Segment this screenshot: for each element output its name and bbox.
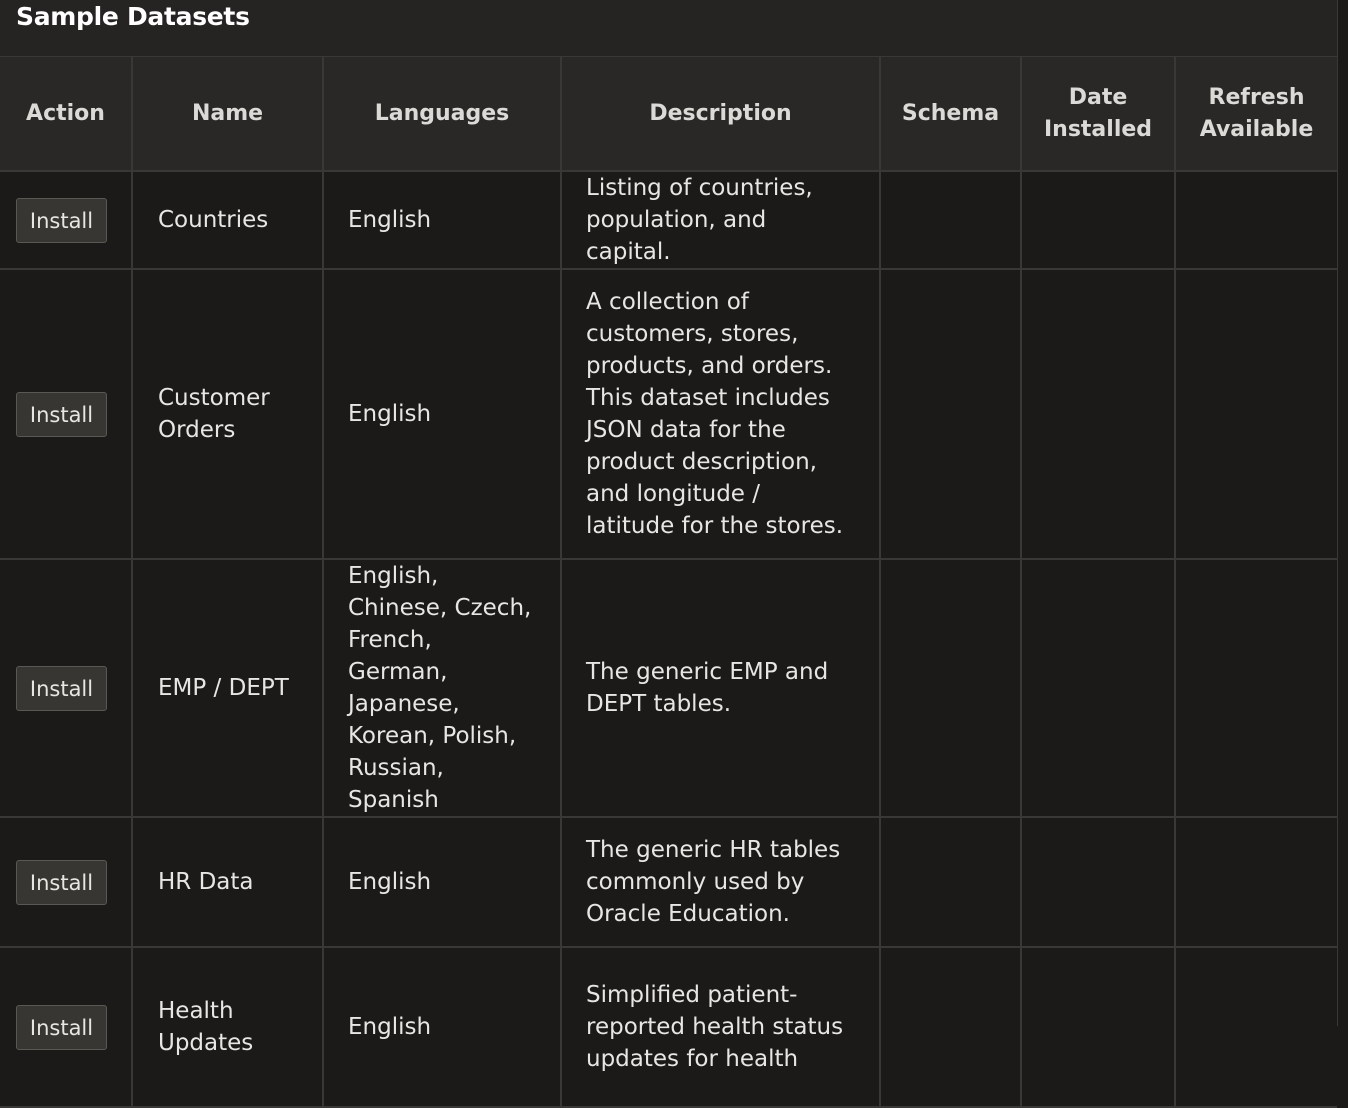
- col-header-label: Languages: [374, 100, 510, 126]
- languages-cell: English: [323, 269, 561, 559]
- date-installed-cell: [1021, 947, 1175, 1107]
- description-cell: Listing of countries, population, and capital.: [561, 171, 880, 269]
- action-cell: [0, 559, 132, 817]
- col-header-languages[interactable]: [323, 57, 561, 171]
- col-header-schema[interactable]: [880, 57, 1021, 171]
- table-row: [0, 171, 1337, 269]
- refresh-available-cell: [1175, 947, 1337, 1107]
- install-button[interactable]: Install: [16, 860, 107, 905]
- date-installed-cell: [1021, 817, 1175, 947]
- col-header-date-installed[interactable]: [1021, 57, 1175, 171]
- action-cell: [0, 817, 132, 947]
- name-cell: Health Updates: [132, 947, 323, 1107]
- date-installed-cell: [1021, 269, 1175, 559]
- region-header: [0, 0, 1337, 57]
- name-cell: Countries: [132, 171, 323, 269]
- col-header-label: Description: [649, 100, 792, 126]
- description-cell: Simplified patient-reported health status updates for health: [561, 947, 880, 1107]
- install-button[interactable]: Install: [16, 392, 107, 437]
- action-cell: [0, 269, 132, 559]
- install-button[interactable]: Install: [16, 666, 107, 711]
- action-cell: [0, 947, 132, 1107]
- table-row: [0, 559, 1337, 817]
- languages-cell: English: [323, 817, 561, 947]
- col-header-label: Date Installed: [1043, 84, 1153, 142]
- table-row: [0, 947, 1337, 1107]
- refresh-available-cell: [1175, 559, 1337, 817]
- header-row: [0, 57, 1337, 171]
- install-button[interactable]: Install: [16, 1005, 107, 1050]
- schema-cell: [880, 947, 1021, 1107]
- schema-cell: [880, 269, 1021, 559]
- refresh-available-cell: [1175, 171, 1337, 269]
- col-header-label: Name: [191, 100, 264, 126]
- description-cell: The generic HR tables commonly used by Oracle Education.: [561, 817, 880, 947]
- languages-cell: English, Chinese, Czech, French, German, Japanese, Korean, Polish, Russian, Spanish: [323, 559, 561, 817]
- table-row: [0, 269, 1337, 559]
- col-header-name[interactable]: [132, 57, 323, 171]
- name-cell: EMP / DEPT: [132, 559, 323, 817]
- col-header-label: Refresh Available: [1199, 84, 1314, 142]
- languages-cell: English: [323, 947, 561, 1107]
- install-button[interactable]: Install: [16, 198, 107, 243]
- refresh-available-cell: [1175, 817, 1337, 947]
- datasets-table: [0, 57, 1337, 1108]
- col-header-description[interactable]: [561, 57, 880, 171]
- description-cell: The generic EMP and DEPT tables.: [561, 559, 880, 817]
- date-installed-cell: [1021, 559, 1175, 817]
- action-cell: [0, 171, 132, 269]
- region-title: Sample Datasets: [16, 2, 250, 31]
- name-cell: HR Data: [132, 817, 323, 947]
- name-cell: Customer Orders: [132, 269, 323, 559]
- col-header-label: Action: [26, 100, 105, 126]
- col-header-label: Schema: [901, 100, 1000, 126]
- schema-cell: [880, 817, 1021, 947]
- schema-cell: [880, 559, 1021, 817]
- date-installed-cell: [1021, 171, 1175, 269]
- col-header-action[interactable]: [0, 57, 132, 171]
- schema-cell: [880, 171, 1021, 269]
- table-row: [0, 817, 1337, 947]
- languages-cell: English: [323, 171, 561, 269]
- col-header-refresh-available[interactable]: [1175, 57, 1337, 171]
- refresh-available-cell: [1175, 269, 1337, 559]
- description-cell: A collection of customers, stores, products, and orders. This dataset includes JSON data for the product description, and longitude / latitude for the stores.: [561, 269, 880, 559]
